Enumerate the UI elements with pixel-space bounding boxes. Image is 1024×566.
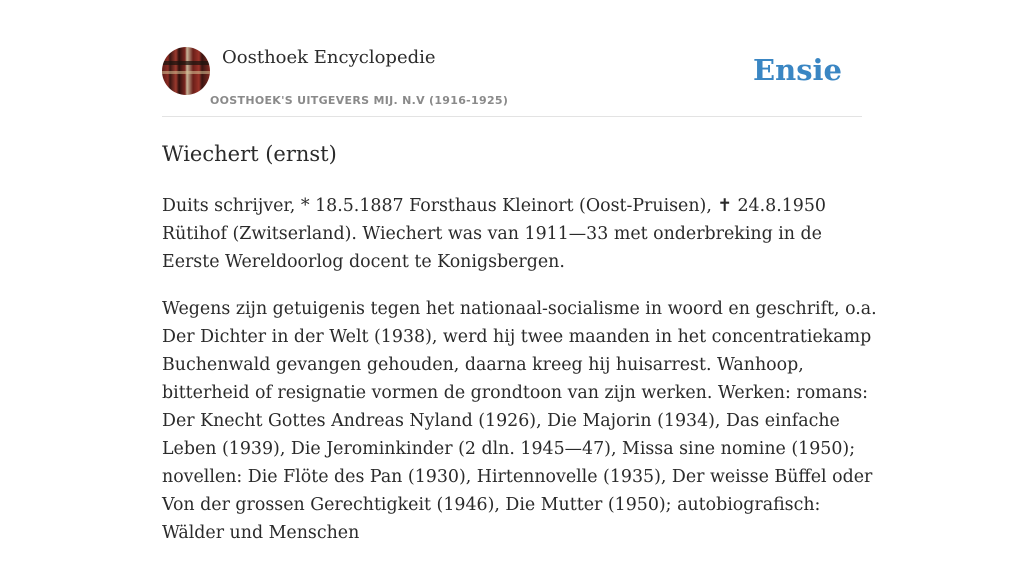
- site-name[interactable]: Oosthoek Encyclopedie: [222, 47, 436, 68]
- book-spines-icon[interactable]: [162, 47, 210, 95]
- page-title: Wiechert (ernst): [162, 142, 337, 166]
- page-container: [162, 0, 877, 543]
- ensie-logo[interactable]: Ensie: [753, 53, 842, 87]
- article-paragraph: Duits schrijver, * 18.5.1887 Forsthaus Kleinort (Oost-Pruisen), ✝ 24.8.1950 Rütihof (Zwitserland). Wiechert was van 1911—33 met onderbreking in de Eerste Wereldoorlog docent te Konigsbergen.: [162, 196, 826, 272]
- article-paragraph: Wegens zijn getuigenis tegen het nationaal-socialisme in woord en geschrift, o.a. Der Dichter in der Welt (1938), werd hij twee maanden in het concentratiekamp Buchenwald gevangen gehouden, daarna kreeg hij huisarrest. Wanhoop, bitterheid of resignatie vormen de grondtoon van zijn werken. Werken: romans: Der Knecht Gottes Andreas Nyland (1926), Die Majorin (1934), Das einfache Leben (1939), Die Jerominkinder (2 dln. 1945—47), Missa sine nomine (1950); novellen: Die Flöte des Pan (1930), Hirtennovelle (1935), Der weisse Büffel oder Von der grossen Gerechtigkeit (1946), Die Mutter (1950); autobiografisch: Wälder und Menschen: [162, 299, 877, 543]
- publisher-label: OOSTHOEK'S UITGEVERS MIJ. N.V (1916-1925): [210, 94, 509, 107]
- article-body: [162, 192, 882, 566]
- site-header: [162, 46, 862, 117]
